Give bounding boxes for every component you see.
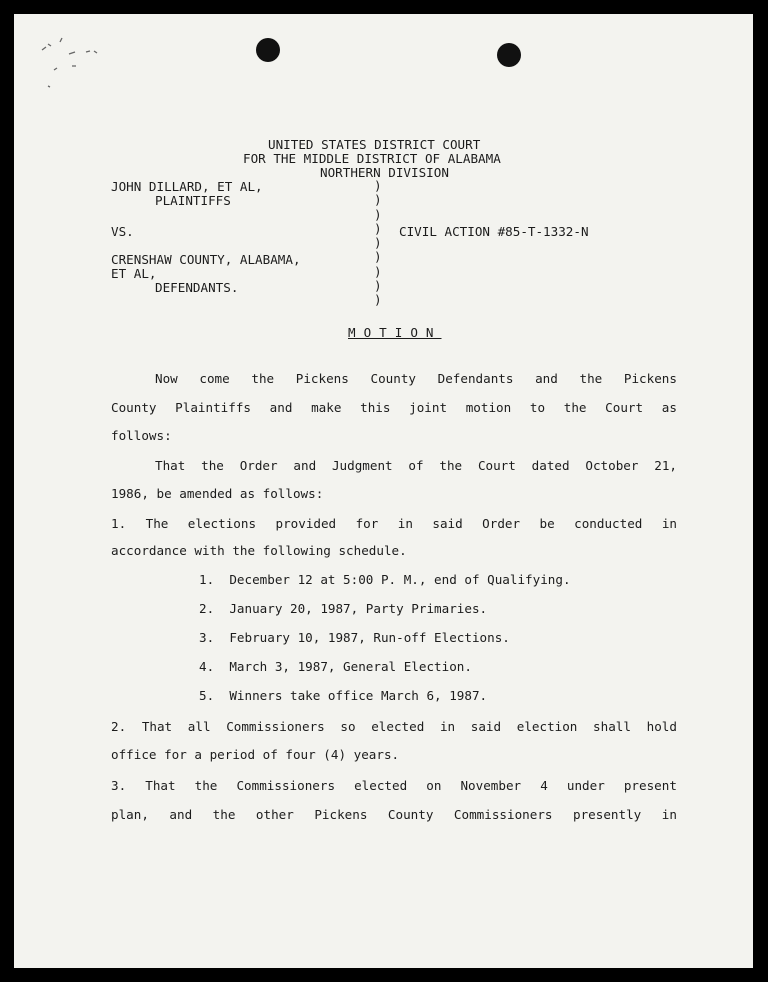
word: provided: [275, 516, 337, 531]
civil-action-number: CIVIL ACTION #85-T-1332-N: [399, 224, 589, 239]
word: Commissioners: [236, 778, 336, 793]
word: be: [539, 516, 555, 531]
word: in: [661, 516, 677, 531]
word: and: [535, 371, 558, 386]
word: 3.: [111, 778, 127, 793]
word: elections: [187, 516, 257, 531]
document-page: [14, 14, 753, 968]
word: That: [141, 719, 173, 734]
item1-line1: [111, 516, 677, 531]
word: and: [169, 807, 193, 822]
punch-hole-left: [256, 38, 280, 62]
word: Order: [482, 516, 521, 531]
word: presently: [573, 807, 642, 822]
word: That: [155, 458, 186, 473]
word: Court: [605, 400, 644, 415]
word: make: [311, 400, 342, 415]
word: the: [579, 371, 603, 386]
word: 2.: [111, 719, 127, 734]
word: of: [408, 458, 424, 473]
p1-line2: [111, 400, 677, 415]
word: to: [529, 400, 546, 415]
word: under: [566, 778, 605, 793]
word: November: [460, 778, 522, 793]
item2-line1: [111, 719, 677, 734]
word: this: [360, 400, 391, 415]
word: for: [355, 516, 379, 531]
caption-parentheses: ) ) ) ) ) ) ) ) ): [374, 178, 382, 308]
word: Now: [155, 371, 178, 386]
word: 4: [540, 778, 548, 793]
word: motion: [465, 400, 512, 415]
p2-line2: 1986, be amended as follows:: [111, 486, 324, 501]
word: Pickens: [623, 371, 677, 386]
schedule-item: 3. February 10, 1987, Run-off Elections.: [199, 630, 510, 645]
item3-line2: [111, 807, 677, 822]
word: the: [563, 400, 587, 415]
punch-hole-right: [497, 43, 521, 67]
word: October: [585, 458, 639, 473]
schedule-item: 2. January 20, 1987, Party Primaries.: [199, 601, 488, 616]
word: said: [470, 719, 502, 734]
p2-line1: [155, 458, 677, 473]
word: County: [387, 807, 434, 822]
word: Judgment: [331, 458, 393, 473]
word: the: [251, 371, 275, 386]
item1-line2: accordance with the following schedule.: [111, 543, 407, 558]
word: County: [370, 371, 416, 386]
defendant-etal: ET AL,: [111, 266, 157, 281]
plaintiff-name: JOHN DILLARD, ET AL,: [111, 179, 263, 194]
word: Plaintiffs: [175, 400, 251, 415]
word: come: [199, 371, 230, 386]
defendant-name: CRENSHAW COUNTY, ALABAMA,: [111, 252, 301, 267]
schedule-item: 5. Winners take office March 6, 1987.: [199, 688, 488, 703]
word: in: [439, 719, 456, 734]
word: the: [194, 778, 218, 793]
word: dated: [531, 458, 570, 473]
word: County: [111, 400, 157, 415]
word: and: [269, 400, 293, 415]
schedule-item: 1. December 12 at 5:00 P. M., end of Qualifying.: [199, 572, 571, 587]
court-district: FOR THE MIDDLE DISTRICT OF ALABAMA: [243, 151, 501, 166]
word: elected: [371, 719, 425, 734]
word: Court: [477, 458, 516, 473]
defendant-role: DEFENDANTS.: [155, 280, 239, 295]
word: elected: [354, 778, 408, 793]
word: Order: [239, 458, 278, 473]
word: as: [661, 400, 677, 415]
p1-line3: follows:: [111, 428, 172, 443]
word: That: [145, 778, 176, 793]
word: conducted: [574, 516, 643, 531]
word: the: [439, 458, 463, 473]
word: 1.: [111, 516, 127, 531]
plaintiff-role: PLAINTIFFS: [155, 193, 231, 208]
word: plan,: [111, 807, 149, 822]
schedule-item: 4. March 3, 1987, General Election.: [199, 659, 472, 674]
item2-line2: office for a period of four (4) years.: [111, 747, 400, 762]
word: Pickens: [314, 807, 368, 822]
word: The: [145, 516, 169, 531]
word: said: [432, 516, 463, 531]
word: present: [623, 778, 677, 793]
word: hold: [646, 719, 677, 734]
word: so: [340, 719, 356, 734]
word: 21,: [654, 458, 677, 473]
word: the: [201, 458, 224, 473]
p1-line1: [155, 371, 677, 386]
word: joint: [409, 400, 448, 415]
word: in: [661, 807, 677, 822]
versus-label: VS.: [111, 224, 134, 239]
word: Commissioners: [453, 807, 553, 822]
motion-title: MOTION: [348, 325, 442, 340]
word: shall: [593, 719, 631, 734]
word: in: [397, 516, 413, 531]
word: the: [212, 807, 236, 822]
word: all: [187, 719, 211, 734]
item3-line1: [111, 778, 677, 793]
word: Commissioners: [226, 719, 325, 734]
word: Pickens: [295, 371, 349, 386]
word: Defendants: [437, 371, 514, 386]
word: and: [293, 458, 317, 473]
court-name: UNITED STATES DISTRICT COURT: [268, 137, 481, 152]
word: election: [516, 719, 578, 734]
court-division: NORTHERN DIVISION: [320, 165, 449, 180]
margin-specks: [14, 14, 134, 114]
word: other: [255, 807, 294, 822]
word: on: [426, 778, 442, 793]
